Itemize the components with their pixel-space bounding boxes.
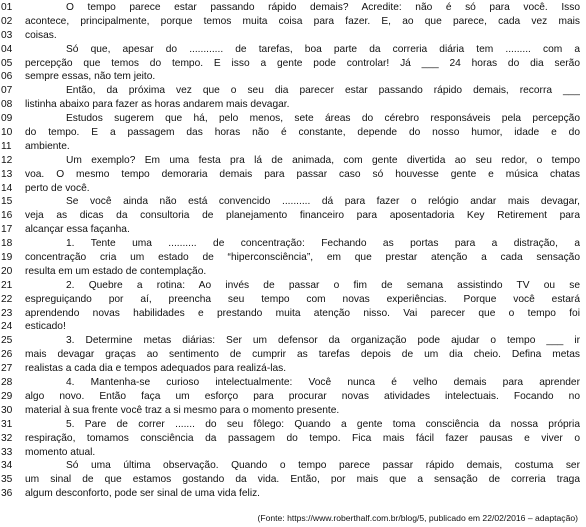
line-number: 11 — [1, 140, 12, 152]
line-number: 14 — [1, 182, 13, 194]
line-text: resulta em um estado de contemplação. — [25, 265, 207, 277]
line-text: percepção que temos do tempo. E isso a gente pode controlar! Já ___ 24 horas do dia serão — [25, 57, 580, 69]
text-line — [1, 98, 580, 112]
line-text: realistas a cada dia e tempos adequados para realizá-las. — [25, 363, 287, 375]
text-line — [1, 168, 580, 182]
line-text: concentração cria um estado de “hiperconsciência”, em que prestar atenção a cada sensação — [25, 252, 580, 264]
line-text: ambiente. — [25, 140, 70, 152]
line-number: 27 — [1, 363, 13, 375]
line-number: 24 — [1, 321, 13, 333]
text-line — [1, 57, 580, 71]
line-text: coisas. — [25, 29, 57, 41]
line-text: alcançar essa façanha. — [25, 224, 130, 236]
line-text: listinha abaixo para fazer as horas andarem mais devagar. — [25, 99, 290, 111]
text-line — [1, 432, 580, 446]
text-line — [1, 182, 580, 196]
line-number: 08 — [1, 99, 13, 111]
text-line — [1, 209, 580, 223]
text-line — [1, 487, 580, 501]
line-text: Se você ainda não está convencido .......... dá para fazer o relógio andar mais devagar, — [66, 196, 580, 208]
line-number: 22 — [1, 293, 13, 305]
line-number: 21 — [1, 279, 13, 291]
text-line — [1, 459, 580, 473]
line-number: 05 — [1, 57, 13, 69]
text-line — [1, 154, 580, 168]
text-line — [1, 112, 580, 126]
text-line — [1, 237, 580, 251]
text-line — [1, 251, 580, 265]
line-text: 1. Tente uma .......... de concentração: Fechando as portas para a distração, a — [66, 238, 580, 250]
text-line — [1, 376, 580, 390]
line-text: espreguiçando por aí, preencha seu tempo com novas experiências. Porque você estará — [25, 293, 580, 305]
line-number: 28 — [1, 377, 13, 389]
line-text: voa. O mesmo tempo demoraria demais para passar caso só houvesse gente e música chatas — [25, 168, 580, 180]
line-number: 32 — [1, 432, 13, 444]
line-number: 04 — [1, 43, 13, 55]
text-line — [1, 70, 580, 84]
line-number: 17 — [1, 224, 13, 236]
line-text: esticado! — [25, 321, 66, 333]
line-text: 2. Quebre a rotina: Ao invés de passar o fim de semana assistindo TV ou se — [66, 279, 580, 291]
line-text: algum desconforto, pode ser sinal de uma vida feliz. — [25, 488, 261, 500]
line-number: 29 — [1, 390, 13, 402]
line-number: 35 — [1, 474, 13, 486]
line-number: 09 — [1, 113, 13, 125]
line-number: 15 — [1, 196, 13, 208]
line-text: respiração, tomamos consciência da passagem do tempo. Fica mais fácil fazer pausas e viver o — [25, 432, 580, 444]
line-text: do tempo. E a passagem das horas não é constante, depende do nosso humor, idade e do — [25, 127, 580, 139]
text-line — [1, 418, 580, 432]
source-citation: (Fonte: https://www.roberthalf.com.br/blog/5, publicado em 22/02/2016 – adaptação) — [257, 513, 578, 523]
line-text: 4. Mantenha-se curioso intelectualmente: Você nunca é velho demais para aprender — [66, 377, 580, 389]
line-number: 03 — [1, 29, 13, 41]
line-text: um sinal de que estamos gostando da vida. Então, por mais que a sensação de correria traga — [25, 474, 580, 486]
line-number: 07 — [1, 85, 13, 97]
line-text: material à sua frente você traz a si mesmo para o momento presente. — [25, 404, 340, 416]
line-text: momento atual. — [25, 446, 96, 458]
text-line — [1, 404, 580, 418]
text-line — [1, 265, 580, 279]
line-text: O tempo parece estar passando rápido demais? Acredite: não é só para você. Isso — [66, 2, 580, 13]
line-text: Estudos sugerem que há, pelo menos, sete áreas do cérebro responsáveis pela percepção — [66, 113, 580, 125]
text-line — [1, 307, 580, 321]
line-text: veja as dicas da consultoria de planejamento financeiro para aposentadoria Key Retirement para — [25, 210, 580, 222]
text-line — [1, 195, 580, 209]
line-number: 26 — [1, 349, 13, 361]
text-line — [1, 334, 580, 348]
text-line — [1, 1, 580, 15]
text-line — [1, 390, 580, 404]
text-line — [1, 279, 580, 293]
line-number: 23 — [1, 307, 13, 319]
numbered-text-lines — [1, 1, 580, 501]
text-line — [1, 43, 580, 57]
text-line — [1, 473, 580, 487]
text-line — [1, 29, 580, 43]
line-number: 13 — [1, 168, 13, 180]
line-number: 33 — [1, 446, 13, 458]
line-number: 16 — [1, 210, 13, 222]
text-line — [1, 293, 580, 307]
text-line — [1, 446, 580, 460]
line-number: 12 — [1, 154, 13, 166]
line-text: Um exemplo? Em uma festa pra lá de animada, com gente divertida ao seu redor, o tempo — [66, 154, 580, 166]
line-number: 02 — [1, 15, 13, 27]
line-text: algo novo. Então faça um esforço para procurar novas atividades intelectuais. Focando no — [25, 390, 580, 402]
line-text: Só uma última observação. Quando o tempo parece passar rápido demais, costuma ser — [66, 460, 580, 472]
line-text: perto de você. — [25, 182, 90, 194]
text-line — [1, 126, 580, 140]
text-line — [1, 140, 580, 154]
text-line — [1, 362, 580, 376]
line-number: 20 — [1, 265, 13, 277]
text-line — [1, 348, 580, 362]
line-text: Então, da próxima vez que o seu dia parecer estar passando rápido demais, recorra ___ — [66, 85, 580, 97]
line-number: 30 — [1, 404, 13, 416]
line-number: 19 — [1, 252, 13, 264]
line-text: acontece, principalmente, porque temos muita coisa para fazer. E, ao que parece, cada vez mais — [25, 15, 580, 27]
line-text: 5. Pare de correr ....... do seu fôlego: Quando a gente toma consciência da nossa própria — [66, 418, 580, 430]
line-text: Só que, apesar do ............ de tarefas, boa parte da correria diária tem ......... com a — [66, 43, 580, 55]
line-number: 31 — [1, 418, 13, 430]
line-number: 06 — [1, 71, 13, 83]
text-line — [1, 223, 580, 237]
line-number: 34 — [1, 460, 13, 472]
line-text: mais devagar graças ao sentimento de cumprir as tarefas depois de um dia cheio. Defina metas — [25, 349, 580, 361]
text-line — [1, 15, 580, 29]
text-line — [1, 320, 580, 334]
line-number: 25 — [1, 335, 13, 347]
line-text: 3. Determine metas diárias: Ser um defensor da organização pode ajudar o tempo ___ ir — [66, 335, 580, 347]
line-text: sempre essas, não tem jeito. — [25, 71, 156, 83]
line-number: 36 — [1, 488, 13, 500]
line-number: 10 — [1, 127, 13, 139]
line-text: aprendendo novas habilidades e prestando muita atenção nisso. Vai parecer que o tempo foi — [25, 307, 580, 319]
text-line — [1, 84, 580, 98]
line-number: 18 — [1, 238, 13, 250]
line-number: 01 — [1, 2, 13, 13]
